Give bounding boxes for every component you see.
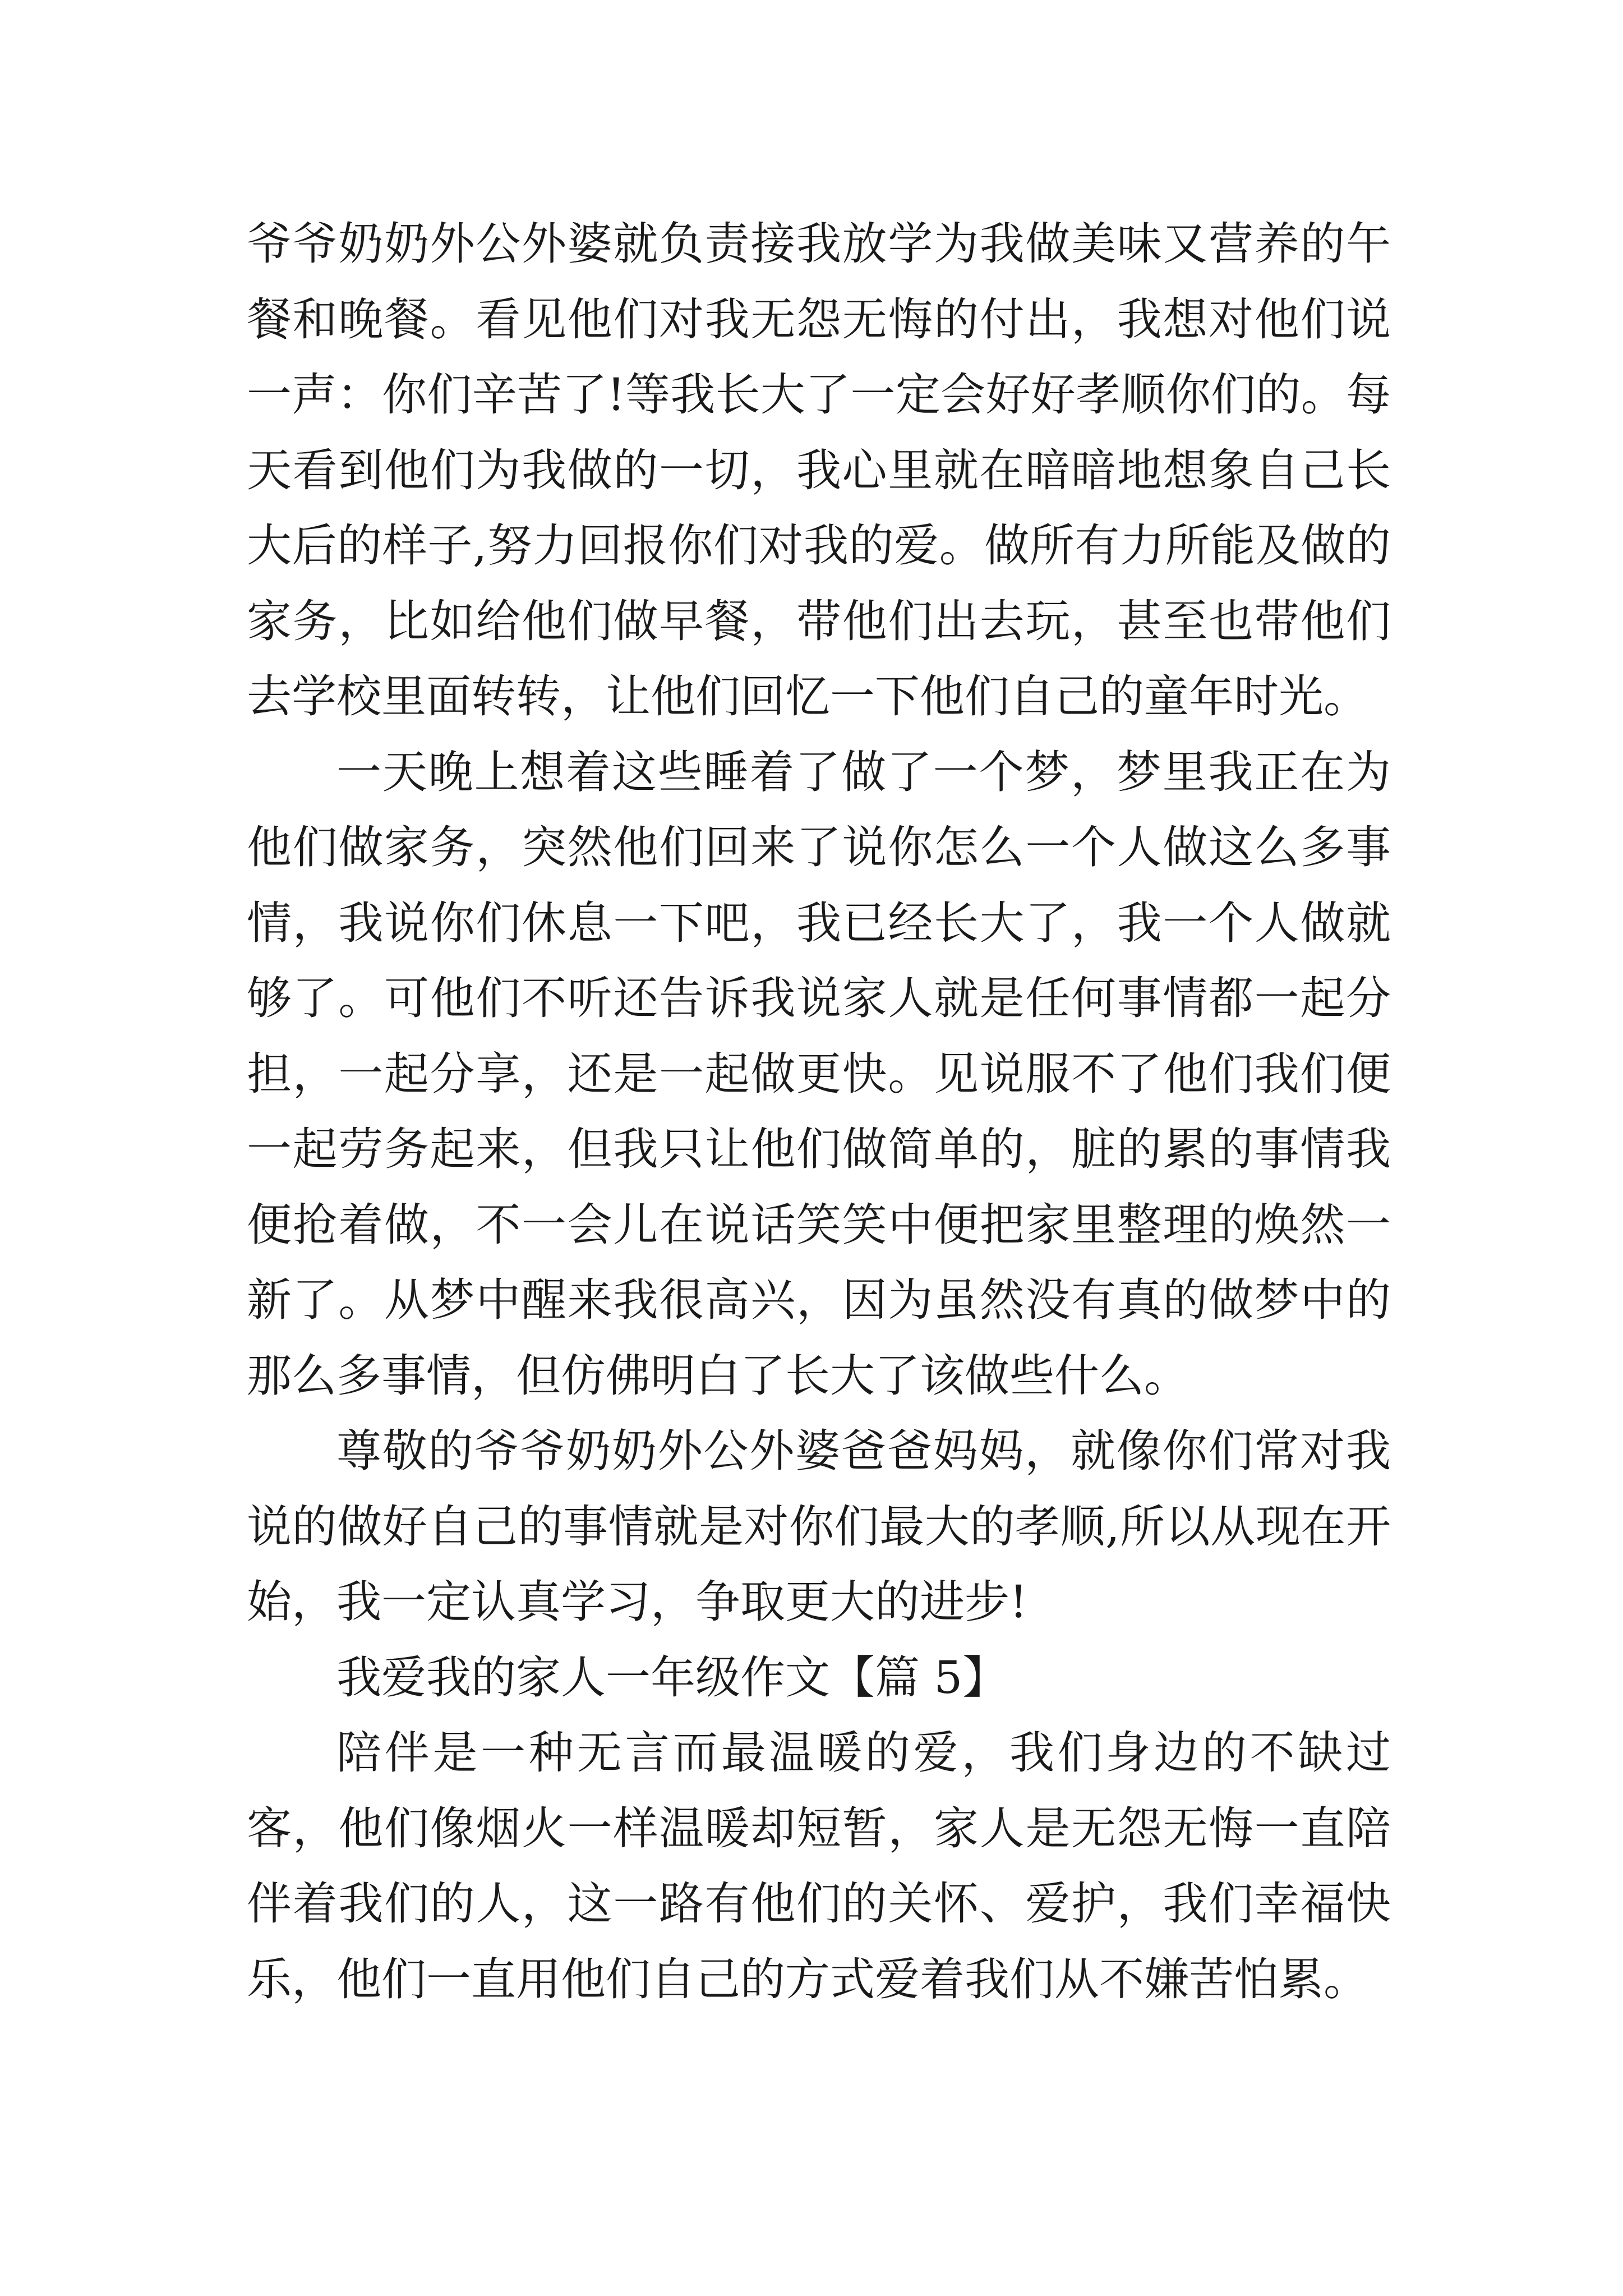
document-page: [247, 206, 1391, 2017]
paragraph-companionship: 陪伴是一种无言而最温暖的爱，我们身边的不缺过客，他们像烟火一样温暖却短暂，家人是无怨无悔一直陪伴着我们的人，这一路有他们的关怀、爱护，我们幸福快乐，他们一直用他们自己的方式爱着我们从不嫌苦怕累。: [247, 1727, 1391, 2005]
paragraph-continued: 爷爷奶奶外公外婆就负责接我放学为我做美味又营养的午餐和晚餐。看见他们对我无怨无悔的付出，我想对他们说一声：你们辛苦了!等我长大了一定会好好孝顺你们的。每天看到他们为我做的一切，我心里就在暗暗地想象自己长大后的样子,努力回报你们对我的爱。做所有力所能及做的家务，比如给他们做早餐，带他们出去玩，甚至也带他们去学校里面转转，让他们回忆一下他们自己的童年时光。: [247, 218, 1391, 723]
paragraph-dream: 一天晚上想着这些睡着了做了一个梦，梦里我正在为他们做家务，突然他们回来了说你怎么一个人做这么多事情，我说你们休息一下吧，我已经长大了，我一个人做就够了。可他们不听还告诉我说家人就是任何事情都一起分担，一起分享，还是一起做更快。见说服不了他们我们便一起劳务起来，但我只让他们做简单的，脏的累的事情我便抢着做，不一会儿在说话笑笑中便把家里整理的焕然一新了。从梦中醒来我很高兴，因为虽然没有真的做梦中的那么多事情，但仿佛明白了长大了该做些什么。: [247, 746, 1391, 1402]
section-heading: 我爱我的家人一年级作文【篇 5】: [336, 1651, 1008, 1704]
paragraph-conclusion: 尊敬的爷爷奶奶外公外婆爸爸妈妈，就像你们常对我说的做好自己的事情就是对你们最大的孝顺,所以从现在开始，我一定认真学习，争取更大的进步!: [247, 1425, 1391, 1628]
